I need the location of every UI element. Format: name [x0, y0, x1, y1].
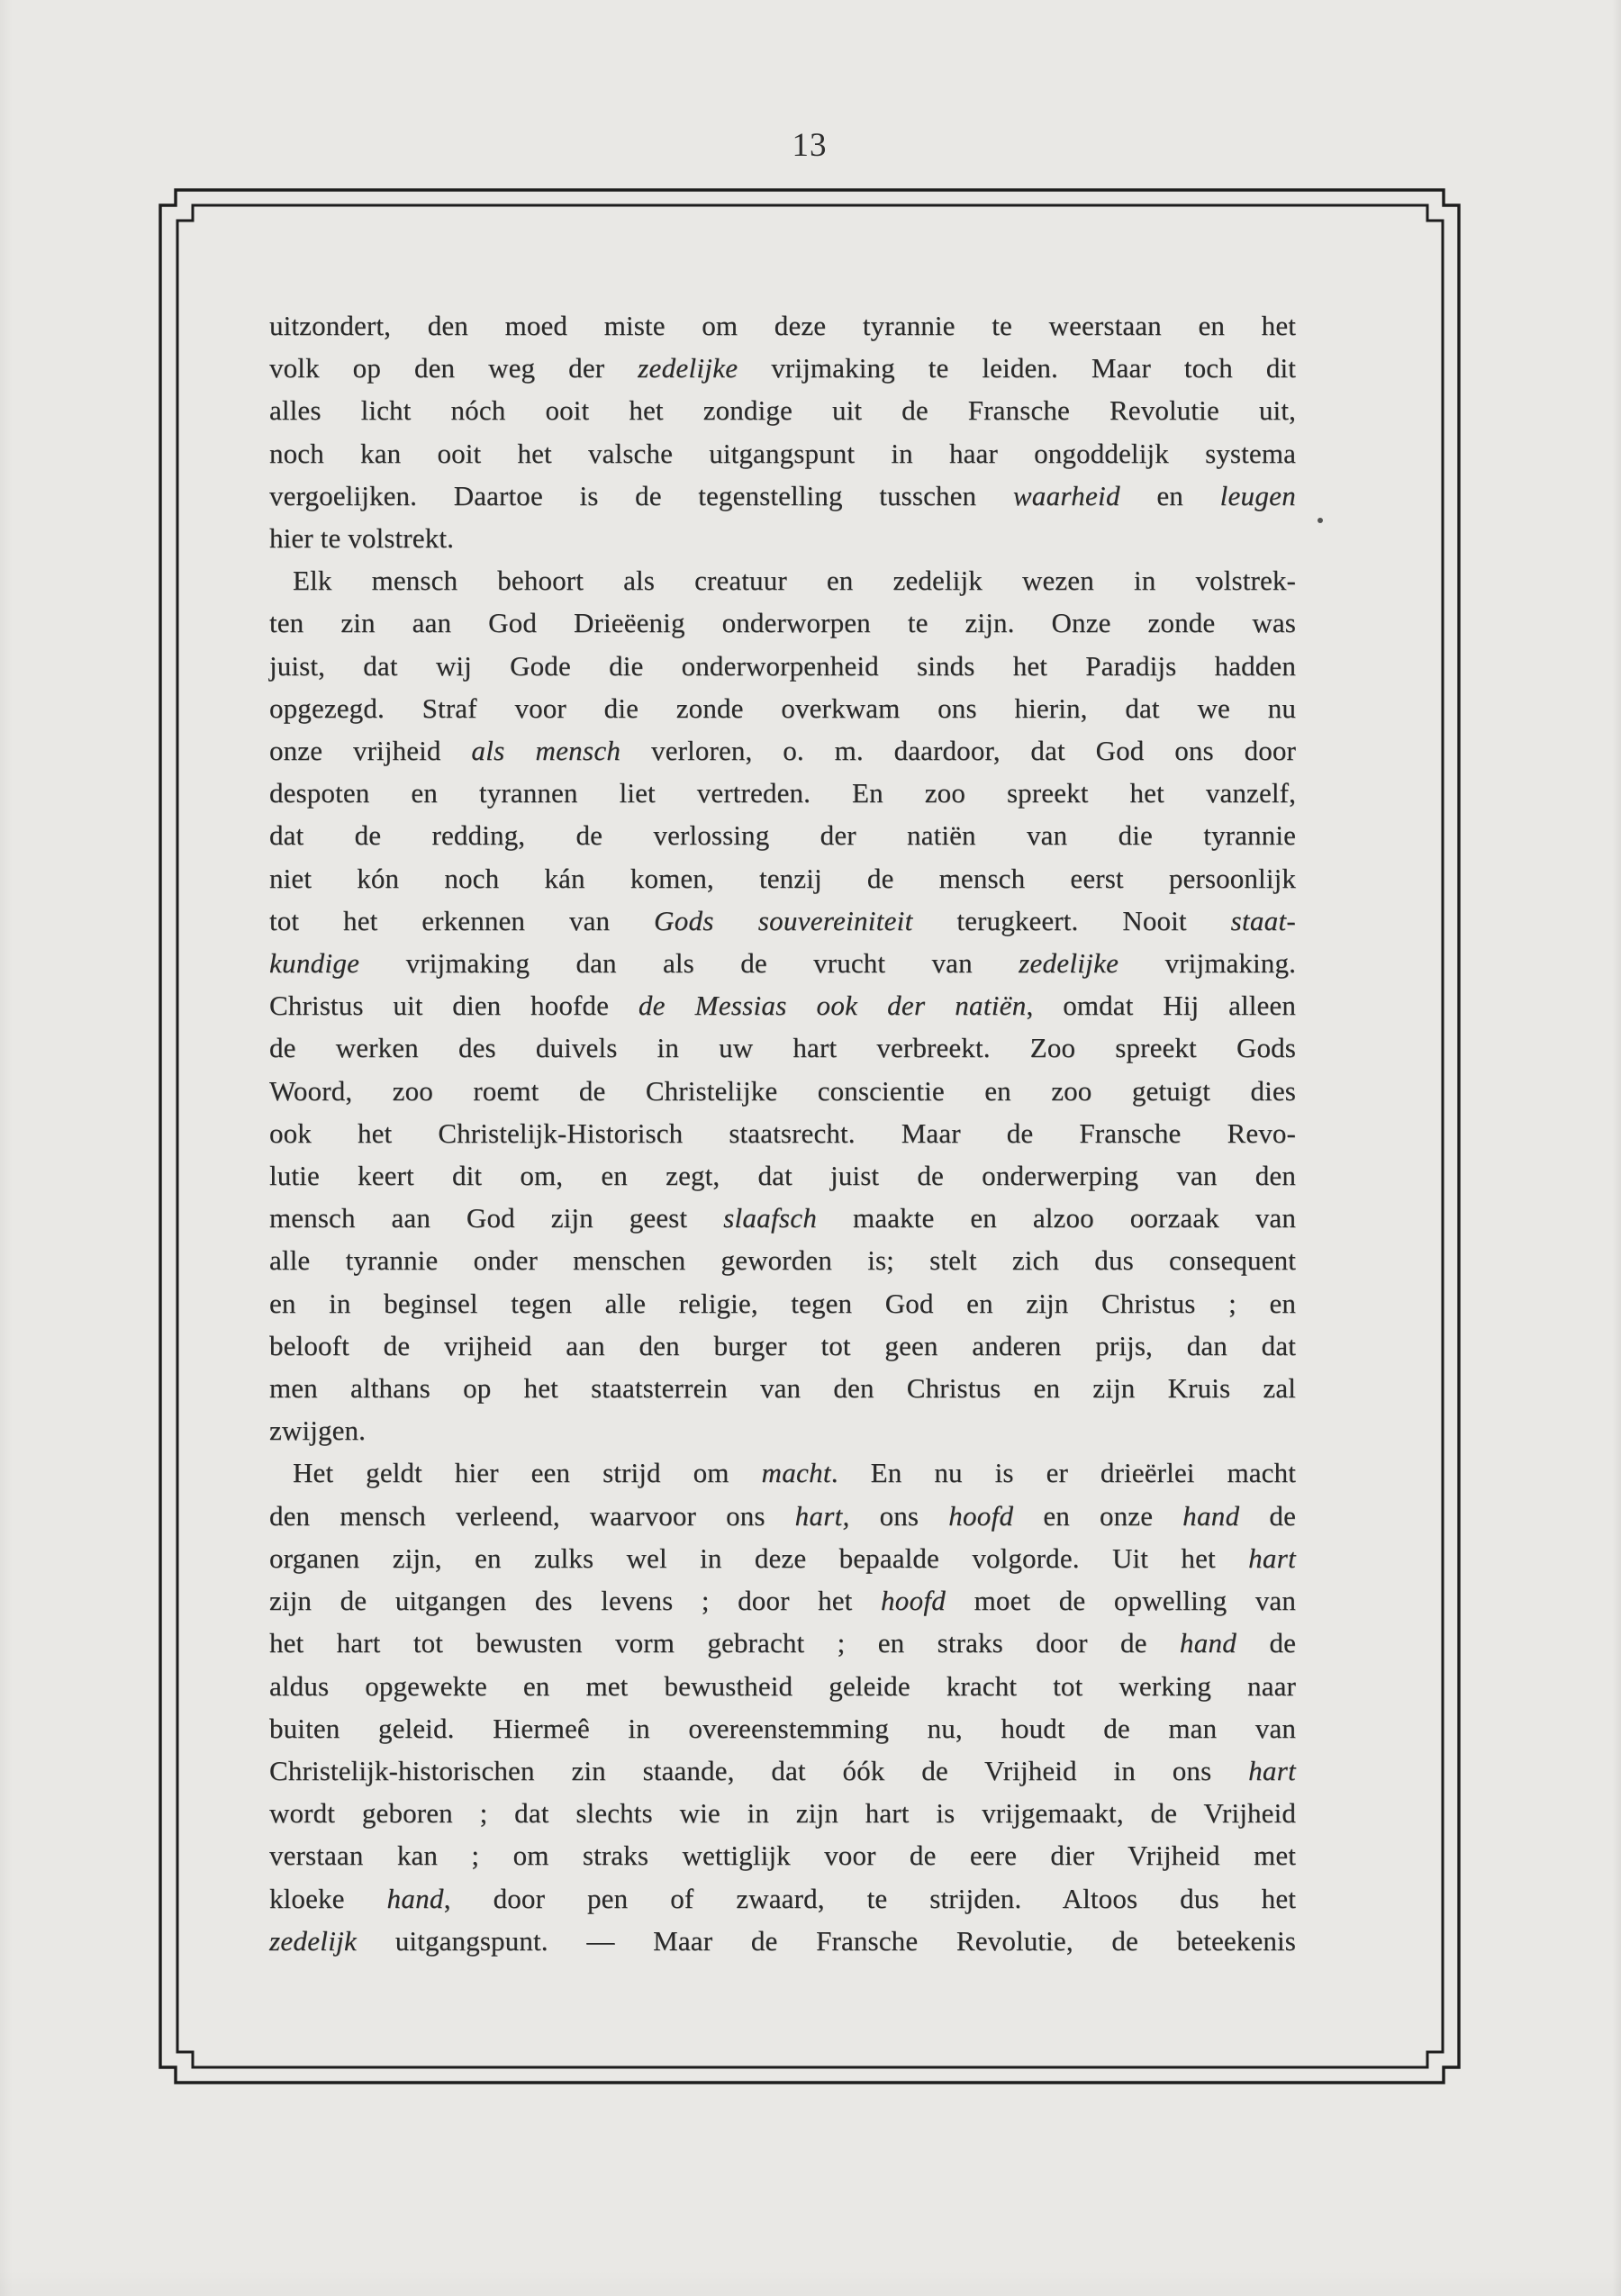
italic-text-segment: Gods souvereiniteit	[654, 904, 913, 936]
italic-text-segment: waarheid	[1012, 479, 1120, 511]
text-segment: volk op den weg der	[269, 352, 638, 384]
text-segment: uitgangspunt. — Maar de Fransche Revolutie, de beteekenis	[357, 1924, 1296, 1957]
text-line	[269, 1324, 1296, 1367]
text-line	[269, 1877, 1296, 1920]
italic-text-segment: slaafsch	[723, 1202, 818, 1234]
text-segment: juist, dat wij Gode die onderworpenheid sinds het Paradijs hadden	[269, 649, 1296, 682]
text-segment: Woord, zoo roemt de Christelijke conscientie en zoo getuigt dies	[269, 1074, 1296, 1107]
italic-text-segment: staat-	[1230, 904, 1296, 936]
text-line	[269, 1154, 1296, 1197]
text-segment: onze vrijheid	[269, 735, 472, 767]
text-segment: zwijgen.	[269, 1415, 367, 1447]
italic-text-segment: als mensch	[471, 735, 621, 767]
text-segment: uitzondert, den moed miste om deze tyrannie te weerstaan en het	[269, 310, 1296, 341]
text-segment: Het geldt hier een strijd om	[293, 1457, 762, 1489]
text-segment: men althans op het staatsterrein van den Christus en zijn Kruis zal	[269, 1372, 1296, 1405]
text-segment: Christelijk-historischen zin staande, dat óók de Vrijheid in ons	[269, 1754, 1249, 1786]
text-segment: de	[1236, 1627, 1297, 1659]
italic-text-segment: hand	[1179, 1627, 1237, 1659]
italic-text-segment: de Messias ook der natiën	[638, 990, 1027, 1022]
text-segment: de werken des duivels in uw hart verbreekt. Zoo spreekt Gods	[269, 1032, 1296, 1064]
text-segment: belooft de vrijheid aan den burger tot geen anderen prijs, dan dat	[269, 1329, 1296, 1361]
text-line	[269, 1579, 1296, 1622]
text-line	[269, 517, 1296, 559]
text-segment: despoten en tyrannen liet vertreden. En zoo spreekt het vanzelf,	[269, 777, 1296, 809]
text-line	[269, 984, 1296, 1026]
text-segment: . En nu is er drieërlei macht	[830, 1457, 1296, 1489]
text-line	[269, 432, 1296, 475]
text-line	[269, 814, 1296, 856]
text-line	[269, 1026, 1296, 1069]
text-line	[269, 687, 1296, 729]
text-line	[269, 1622, 1296, 1664]
text-segment: , door pen of zwaard, te strijden. Altoos dus het	[443, 1882, 1296, 1914]
text-segment: wordt geboren ; dat slechts wie in zijn hart is vrijgemaakt, de Vrijheid	[269, 1797, 1296, 1830]
text-segment: vrijmaking te leiden. Maar toch dit	[738, 352, 1296, 384]
text-line	[269, 772, 1296, 814]
text-segment: lutie keert dit om, en zegt, dat juist de onderwerping van den	[269, 1160, 1296, 1192]
text-segment: terugkeert. Nooit	[912, 904, 1231, 936]
text-line	[269, 347, 1296, 389]
text-segment: verstaan kan ; om straks wettiglijk voor de eere dier Vrijheid met	[269, 1840, 1296, 1872]
text-segment: en in beginsel tegen alle religie, tegen God en zijn Christus ; en	[269, 1287, 1296, 1319]
text-line	[269, 1920, 1296, 1962]
text-segment: dat de redding, de verlossing der natiën van die tyrannie	[269, 819, 1296, 852]
text-line	[269, 1451, 1296, 1494]
italic-text-segment: hart	[1248, 1754, 1296, 1786]
text-line	[269, 475, 1296, 517]
italic-text-segment: hoofd	[880, 1585, 946, 1617]
text-segment: aldus opgewekte en met bewustheid geleide kracht tot werking naar	[269, 1669, 1296, 1702]
text-line	[269, 1495, 1296, 1537]
text-segment: de	[1239, 1499, 1296, 1532]
text-line	[269, 559, 1296, 601]
italic-text-segment: hoofd	[948, 1499, 1014, 1532]
text-line	[269, 1409, 1296, 1451]
text-segment: alles licht nóch ooit het zondige uit de Fransche Revolutie uit,	[269, 394, 1296, 427]
text-line	[269, 1282, 1296, 1324]
text-segment: niet kón noch kán komen, tenzij de mensch eerst persoonlijk	[269, 862, 1296, 894]
text-segment: moet de opwelling van	[946, 1585, 1296, 1617]
italic-text-segment: hand	[1182, 1499, 1240, 1532]
text-line	[269, 942, 1296, 984]
text-segment: en onze	[1013, 1499, 1183, 1532]
text-segment: ook het Christelijk-Historisch staatsrecht. Maar de Fransche Revo-	[269, 1116, 1296, 1149]
italic-text-segment: hart	[1248, 1541, 1296, 1574]
text-line	[269, 1367, 1296, 1409]
text-segment: den mensch verleend, waarvoor ons	[269, 1499, 795, 1532]
text-line	[269, 389, 1296, 431]
page-number: 13	[792, 127, 828, 164]
text-line	[269, 1707, 1296, 1749]
text-line	[269, 1239, 1296, 1281]
text-segment: organen zijn, en zulks wel in deze bepaalde volgorde. Uit het	[269, 1541, 1249, 1574]
text-line	[269, 899, 1296, 942]
text-line	[269, 1070, 1296, 1112]
text-line	[269, 304, 1296, 347]
text-segment: ons	[849, 1499, 949, 1532]
text-line	[269, 1792, 1296, 1834]
text-segment: opgezegd. Straf voor die zonde overkwam ons hierin, dat we nu	[269, 692, 1296, 724]
italic-text-segment: macht	[761, 1457, 831, 1489]
italic-text-segment: leugen	[1219, 479, 1297, 511]
text-line	[269, 1665, 1296, 1707]
text-line	[269, 1112, 1296, 1154]
text-segment: alle tyrannie onder menschen geworden is; stelt zich dus consequent	[269, 1244, 1296, 1277]
text-line	[269, 1537, 1296, 1579]
text-line	[269, 1749, 1296, 1792]
text-line	[269, 1834, 1296, 1876]
text-line	[269, 729, 1296, 772]
text-block	[269, 304, 1296, 1962]
ink-speck	[1318, 518, 1323, 523]
text-segment: zijn de uitgangen des levens ; door het	[269, 1585, 881, 1617]
text-line	[269, 1197, 1296, 1239]
text-segment: ten zin aan God Drieëenig onderworpen te zijn. Onze zonde was	[269, 607, 1296, 639]
text-segment: noch kan ooit het valsche uitgangspunt in haar ongoddelijk systema	[269, 437, 1296, 469]
text-segment: hier te volstrekt.	[269, 522, 455, 555]
text-line	[269, 857, 1296, 899]
italic-text-segment: zedelijk	[269, 1924, 358, 1957]
italic-text-segment: zedelijke	[638, 352, 738, 384]
italic-text-segment: zedelijke	[1019, 947, 1119, 980]
text-segment: kloeke	[269, 1882, 387, 1914]
text-segment: en	[1119, 479, 1220, 511]
italic-text-segment: kundige	[269, 947, 360, 980]
text-segment: buiten geleid. Hiermeê in overeenstemming nu, houdt de man van	[269, 1712, 1296, 1744]
text-line	[269, 645, 1296, 687]
text-segment: vrijmaking.	[1118, 947, 1296, 980]
italic-text-segment: hart,	[794, 1499, 850, 1532]
text-segment: het hart tot bewusten vorm gebracht ; en straks door de	[269, 1627, 1180, 1659]
italic-text-segment: hand	[386, 1882, 444, 1914]
text-segment: , omdat Hij alleen	[1026, 990, 1296, 1022]
text-segment: mensch aan God zijn geest	[269, 1202, 724, 1234]
text-segment: tot het erkennen van	[269, 904, 655, 936]
text-segment: Elk mensch behoort als creatuur en zedelijk wezen in volstrek-	[293, 565, 1296, 597]
text-segment: verloren, o. m. daardoor, dat God ons door	[620, 735, 1296, 767]
text-segment: vergoelijken. Daartoe is de tegenstelling tusschen	[269, 479, 1013, 511]
text-line	[269, 601, 1296, 644]
text-segment: vrijmaking dan als de vrucht van	[359, 947, 1019, 980]
text-segment: Christus uit dien hoofde	[269, 990, 638, 1022]
text-segment: maakte en alzoo oorzaak van	[817, 1202, 1296, 1234]
